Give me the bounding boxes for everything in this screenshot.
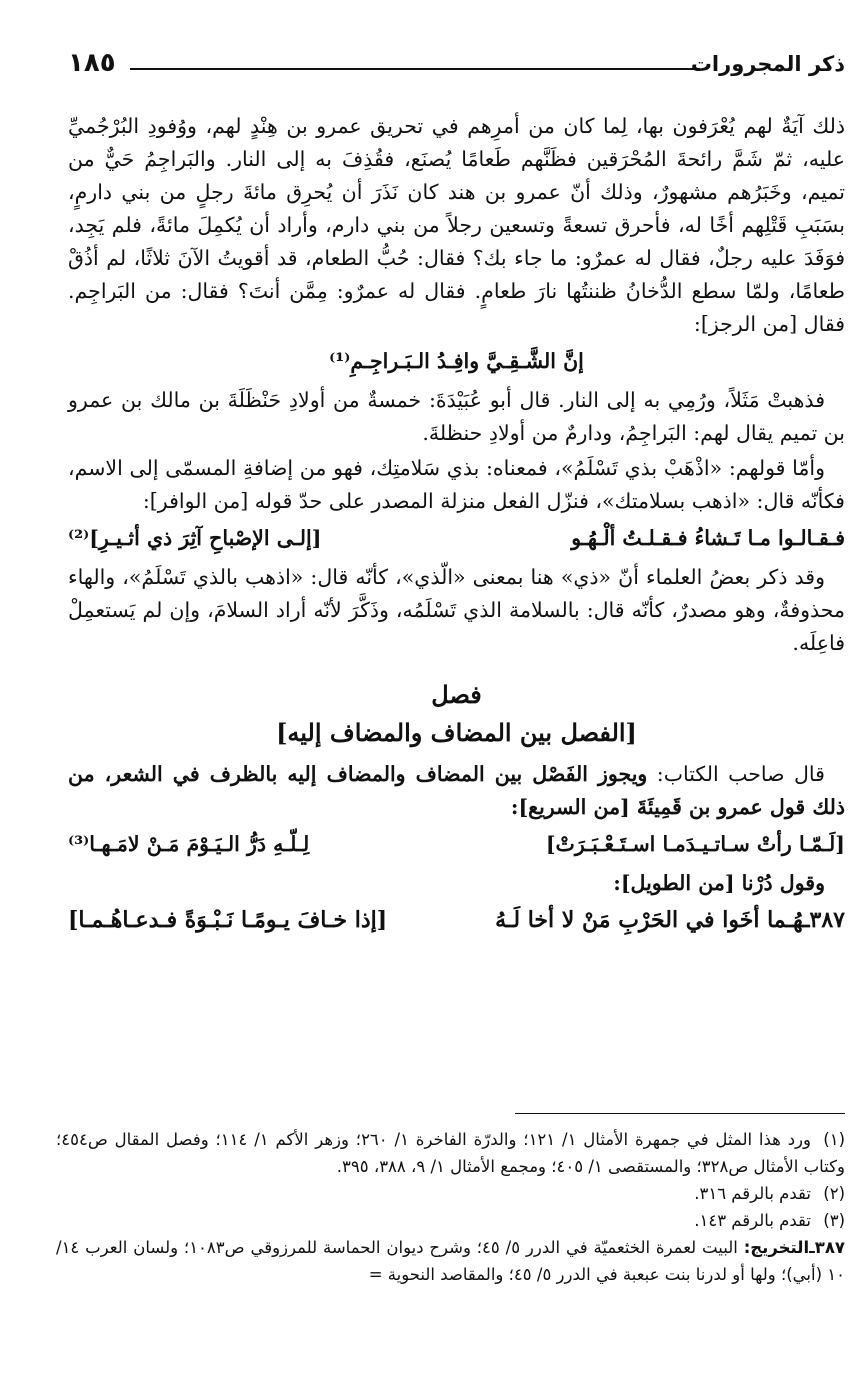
paragraph-2: فذهبتْ مَثَلاً، ورُمِي به إلى النار. قال أبو عُبَيْدَةَ: خمسةٌ من أولادِ حَنْظَلَةَ بن مالك بن عمرو بن تميم يقال لهم: البَراجِمُ، ودارمٌ من أولادِ حنظلةَ. (68, 388, 845, 445)
verse-3 (68, 828, 845, 861)
author-lead: قال صاحب الكتاب: (656, 762, 825, 786)
header-rule (130, 68, 700, 70)
paragraph-6: وقول دُرْنا [من الطويل]: (613, 871, 825, 895)
verse-4-number: ٣٨٧ـ (803, 907, 845, 933)
verse-3-first-hemistich: [لَـمّـا رأتْ سـاتـيـدَمـا اسـتَـعْـبَـرَتْ] (545, 832, 845, 856)
footnote-2-text: تقدم بالرقم ٣١٦. (694, 1184, 811, 1203)
footnote-3-text: تقدم بالرقم ١٤٣. (694, 1211, 811, 1230)
verse-4 (68, 904, 845, 937)
verse-4-second-hemistich: [إذا خـافَ يـومًـا نَـبْـوَةً فـدعـاهُـمـا] (68, 907, 388, 933)
footnote-4 (56, 1234, 845, 1288)
main-text (68, 110, 845, 943)
footnotes (56, 1126, 845, 1288)
verse-4-first-hemistich: ٣٨٧ـهُـما أخَوا في الحَرْبِ مَنْ لا أخا لَـهُ (495, 907, 845, 933)
footnote-3 (56, 1207, 845, 1234)
section-title: [الفصل بين المضاف والمضاف إليه] (276, 718, 637, 747)
footnote-4-label: التخريج: (743, 1238, 810, 1257)
paragraph-3: وأمّا قولهم: «اذْهَبْ بذي تَسْلَمُ»، فمعناه: بذي سَلامتِك، فهو من إضافةِ المسمّى إلى الاسم، فكأنّه قال: «اذهب بسلامتك»، فنزّل الفعل منزلة المصدر على حدّ قوله [من الوافر]: (68, 456, 845, 513)
footnote-2-number: (٢) (823, 1184, 845, 1203)
footnote-4-number: ٣٨٧ـ (809, 1238, 845, 1257)
verse-2-first-hemistich: فـقـالـوا مـا تَـشاءُ فـقـلـتُ ألْـهُـو (571, 526, 845, 550)
verse-2-second-hemistich: [إلـى الإصْباحِ آثِرَ ذي أثـيـرِ]⁽²⁾ (68, 526, 322, 550)
author-text: ويجوز الفَصْل بين المضاف والمضاف إليه بالظرف في الشعر، من ذلك قول عمرو بن قَمِيئَةَ [من السريع]: (68, 762, 845, 819)
verse-3-second-hemistich: لِـلّـهِ دَرُّ الـيَـوْمَ مَـنْ لامَـهـا⁽³⁾ (68, 832, 310, 856)
footnote-3-number: (٣) (823, 1211, 845, 1230)
verse-2 (68, 522, 845, 555)
running-header (68, 48, 845, 88)
footnote-1-number: (١) (823, 1130, 845, 1149)
page-number: ١٨٥ (68, 48, 116, 78)
footnote-4-text: البيت لعمرة الخثعميّة في الدرر ٥/ ٤٥؛ وشرح ديوان الحماسة للمرزوقي ص١٠٨٣؛ ولسان العرب ١٤/ ١٠ (أبي)؛ ولها أو لدرنا بنت عبعبة في الدرر ٥/ ٤٥؛ والمقاصد النحوية = (56, 1238, 845, 1284)
paragraph-5 (68, 758, 845, 824)
paragraph-1: ذلك آيَةٌ لهم يُعْرَفون بها، لِما كان من أمرِهم في تحريق عمرو بن هِنْدٍ لهم، ووُفودِ البُرْجُميِّ عليه، ثمّ شَمَّ رائحةَ المُحْرَقين فظَنَّهم طَعامًا يُصنَع، فقُذِفَ به إلى النار. والبَراجِمُ حَيٌّ من تميم، وخَبَرُهم مشهورٌ، وذلك أنّ عمرو بن هند كان نَذَرَ أن يُحرِق مائةَ رجلٍ من بني دارمٍ، بسَبَبِ قَتْلِهم أخًا له، فأحرق تسعةً وتسعين رجلاً من بني دارم، وأراد أن يُكمِلَ مائةً، فلم يَجِد، فوَفَدَ عليه رجلٌ، فقال له عمرٌو: ما جاء بك؟ فقال: حُبُّ الطعام، قد أقويتُ الآنَ ثلاثًا، لم أذُقْ طعامًا، ولمّا سطع الدُّخانُ ظننتُها نارَ طعامٍ. فقال له عمرٌو: مِمَّن أنتَ؟ فقال: من البَراجِم. فقال [من الرجز]: (68, 114, 845, 336)
footnote-rule (515, 1113, 845, 1114)
chapter-heading: فصل (431, 680, 482, 709)
running-title: ذكر المجرورات (690, 52, 845, 76)
footnote-1-text: ورد هذا المثل في جمهرة الأمثال ١/ ١٢١؛ والدرّة الفاخرة ١/ ٢٦٠؛ وزهر الأكم ١/ ١١٤؛ وفصل المقال ص٤٥٤؛ وكتاب الأمثال ص٣٢٨؛ والمستقصى ١/ ٤٠٥؛ ومجمع الأمثال ١/ ٩، ٣٨٨، ٣٩٥. (56, 1130, 845, 1176)
footnote-2 (56, 1180, 845, 1207)
paragraph-4: وقد ذكر بعضُ العلماء أنّ «ذي» هنا بمعنى «الّذي»، كأنّه قال: «اذهب بالذي تَسْلَمُ»، والهاء محذوفةٌ، وهو مصدرٌ، كأنّه قال: بالسلامة الذي تَسْلَمُه، وذَكَّرَ لأنّه أراد السلامَ، وإن لم يَستعمِلْ فاعِلَه. (68, 565, 845, 655)
footnote-1 (56, 1126, 845, 1180)
verse-1: إنَّ الشَّـقِـيَّ وافِـدُ الـبَـراجِـمِ⁽¹⁾ (329, 349, 584, 373)
